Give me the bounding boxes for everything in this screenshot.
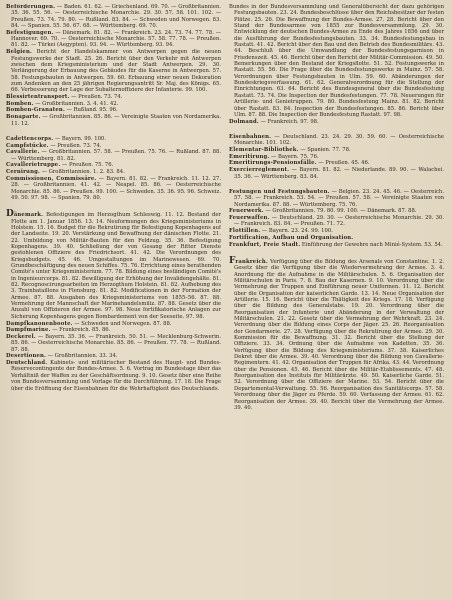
entry-text: — Großbritannien. 3. 4. 41. 42. [33, 100, 119, 107]
entry-text: — Deutschland. 23. 24. 29. 30. 59. 60. — Oesterreichische Monarchie. 101. 102. [234, 133, 444, 147]
entry-heading: Bomben. [6, 100, 34, 107]
entry-heading: Commissionen, Commissäre. [6, 175, 97, 182]
entry-text: Einführung der Gewehre nach Minié-System. 53. 54. [300, 241, 443, 248]
entry-heading: Feuerwerk. [229, 208, 264, 215]
left-column [6, 4, 221, 600]
entry-text: — Bayern. 99. 100. [53, 135, 106, 142]
entry-text: — Bayern. 75. 76. [269, 153, 319, 160]
index-entry [6, 169, 221, 175]
entry-heading: rankreich. [235, 258, 268, 265]
index-entry [6, 176, 221, 201]
entry-heading: Dolmand. [229, 118, 259, 125]
entry-heading: Emeritirungs-Pensionsfälle. [229, 160, 317, 167]
index-entry [6, 30, 221, 49]
entry-text: — Frankreich. 97. 98. [258, 118, 319, 125]
entry-text: — Dänemark. 81. 82. — Frankreich. 23. 24. 73. 74. 77. 78. — Hannover. 69. 70. — Oesterreichische Monarchie. 57. 58. 77. 78. — Preußen. 81. 82. — Türkei (Aegypten). 93. 94. — Württemberg. 93. 94. [11, 29, 221, 49]
entry-heading: Cernirung. [6, 169, 40, 176]
index-entry [6, 360, 221, 392]
entry-heading: Desertionen. [6, 353, 47, 360]
index-entry [6, 149, 221, 162]
entry-heading: Dampfmarine. [6, 327, 51, 334]
entry-text: — Großbritannien. 1. 2. 83. 84. [40, 169, 125, 176]
entry-text: — Baden. 61. 62. — Griechenland. 69. 70. — Großbritannien. 35. 36. 55. 56. — Oesterreichische Monarchie. 29. 30. 57. 58. 101. 102. — Preußen. 73. 74. 79. 80. — Rußland. 83. 84. — Schweden und Norwegen. 83. 84. — Spanien. 55. 56. 67. 68. — Württemberg. 69. 70. [11, 4, 221, 30]
index-entry [6, 327, 221, 333]
index-entry [229, 160, 444, 166]
index-entry [229, 4, 444, 118]
entry-heading: änemark. [13, 212, 44, 219]
entry-heading: Frankfurt, Freie Stadt. [229, 241, 301, 248]
entry-text: — Großbritannien. 79. 80. 99. 100. — Dänemark. 87. 88. [263, 208, 417, 215]
entry-text: — Rußland. 95. 96. [64, 107, 118, 114]
entry-text: — Deutschland. 29. 30. — Oesterreichische Monarchie. 29. 30. — Frankreich. 83. 84. — Preußen. 71. 72. [234, 215, 444, 228]
index-entry [6, 94, 221, 100]
entry-text: — Frankreich. 85. 86. [50, 327, 111, 334]
entry-heading: Belgien. [6, 49, 33, 56]
right-column [229, 4, 444, 600]
entry-text: — Großbritannien. 57. 58. — Preußen. 75. 76. — Rußland. 87. 88. — Württemberg. 81. 82. [11, 149, 221, 162]
entry-text: — Preußen. 73. 74. [69, 93, 123, 100]
entry-text: — Preußen. 45. 46. [316, 160, 370, 167]
initial-letter: D [6, 209, 14, 220]
index-entry [229, 208, 444, 214]
index-entry [6, 49, 221, 93]
index-entry [229, 235, 444, 241]
index-entry [229, 167, 444, 180]
entry-text: Bundes in der Bundesversammlung und Generalübersicht der dazu gehörigen Festungsbauten. 23. 24. Bundesbeschlüsse über den Reichsbesitzer der festen Plätze. 25. 26. Die Bewaffnung der Bundes-Armee. 27. 28. Bericht über den Stand der Bundesarmee von 1855 zur Bundesversammlung. 29. 30. Entwicklung der deutschen Bundes-Armee zu Ende des Jahres 1856 und über die Ausführung der Bundesfestungsbauten. 33. 34. Bundesfestungsbau in Rastatt. 41. 42. Bericht über den Bau und den Betrieb des Bundesmilitärs. 43. 44. Beschluß über die Umwandlung der Bundesfestungsgarnison in Friedenszeit. 45. 46. Bericht über den Bericht der Militär-Commission. 49. 50. Bemerkungen über den Bestand der Kriegsflotte. 51. 52. Festungswerke in Rastatt. 55. 56. Die Frage über die Bundesfestungswerke in Mainz. 57. 58. Verordnungen über Festungsbauten in Ulm. 59. 60. Abänderungen der Bundeskriegsverfassung. 61. 62. Generalverordnung für die Stellung der Einrichtungen. 63. 64. Bericht des Bundesgeneral über die Bundesfestung Rastatt. 73. 74. Die Inspection der Bundesfestungen. 77. 78. Neuerungen für Artillerie- und Genietruppen. 79. 80. Bundesfestung Mainz. 81. 82. Bericht über Rastatt. 83. 84. Inspection der Bundesfestungen. 85. 86. Bericht über Ulm. 87. 88. Die Inspection der Bundesfestung Rastatt. 97. 98. [229, 4, 444, 118]
entry-text: Verfügung über die Bildung des Arsenals von Constantine. 1. 2. Gesetz über die Verfügung über die Wiedervermehrung der Armee. 3. 4. Anordnung für die Aufnahme in die Militärschulen. 5. 6. Organisation der Militärschulen in Paris. 7. 8. Bau der Kasernen. 9. 10. Verordnung über die Vermehrung der Truppen und Einführung neuer Uniformen. 11. 12. Bericht über die Organisation der kaiserlichen Garde. 13. 14. Neue Organisation der Artillerie. 15. 16. Bericht über die Thätigkeit des Kriegs. 17. 18. Verfügung über die Bildung des Generalstabs. 19. 20. Verordnung über die Reorganisation der Infanterie und Abänderung in der Verwaltung der Militärschulen. 21. 22. Gesetz über die Vermehrung der Wehrkraft. 23. 24. Verordnung über die Bildung eines Corps der Jäger. 25. 26. Reorganisation der Gendarmerie. 27. 28. Verfügung über die Rekrutirung der Armee. 29. 30. Kommission für die Bewaffnung. 31. 32. Bericht über die Stellung der Offiziere. 33. 34. Ordnung über die Aufnahme von Kadetten. 35. 36. Verfügung über die Bildung des Kriegsministeriums. 37. 38. Kaiserliches Dekret über die Armee. 39. 40. Verordnung über die Bildung von Cavallerie-Regimentern. 41. 42. Organisation der Truppen für Afrika. 43. 44. Verordnung über die Pensionen. 45. 46. Bericht über die Militär-Etablissements. 47. 48. Reorganisation des Instituts für Militärärzte. 49. 50. Kaiserliche Garde. 51. 52. Verordnung über die Offiziere der Marine. 53. 54. Bericht über die Departemental-Verwaltung. 55. 56. Reorganisation des Sanitätscorps. 57. 58. Verordnung über die Jäger zu Pferde. 59. 60. Verfassung der Armee. 61. 62. Reorganisation der Armee. 39. 40. Bericht über die Vermehrung der Armee. 39. 40. [234, 258, 444, 411]
index-entry [6, 101, 221, 107]
index-entry [6, 162, 221, 168]
index-entry [6, 136, 221, 142]
entry-heading: Bonaparte. [6, 114, 41, 121]
index-columns [6, 4, 446, 600]
index-entry [6, 143, 221, 149]
entry-heading: Befestigungen. [6, 29, 54, 36]
entry-heading: Cavallerietruppe. [6, 162, 61, 169]
index-entry [6, 114, 221, 127]
entry-text: Befestigungen im Herzogthum Schleswig. 11. 12. Bestand der Flotte am 1. Januar 1856. 13. 14. Neuformungen des Kriegsministeriums in Holstein. 15. 16. Budget für die Rekrutirung für Befestigung Kopenhagens auf der Landseite. 19. 20. Verstärkung und Bewaffnung der dänischen Flotte. 21. 22. Umbildung von Militär-Bauten für den Feldzug. 35. 36. Befestigung Kopenhagens. 39. 40. Schließung der von Gesang der Ritter Dienste gestohlenen Offiziere des Friedrichsort. 41. 42. Die Verordnungen des Kriegsbudgets. 45. 46. Umgestaltungen im Marinewesen. 69. 70. Grundbeschäftigung des neuen Schiffes. 75. 76. Errichtung eines berathenden Comité's unter Kriegsministerium. 77. 78. Bildung eines beständigen Comité's in Ingenieurcorps. 81. 82. Bewilligung der Erhöhung der Invalidengehälte. 81. 82. Recognoscirungsarbeiten im Herzogthum Holstein. 81. 82. Aufhebung des 3. Trainbataillons in Flensburg. 81. 82. Modificationen in der Formation der Armee. 87. 88. Ausgaben des Kriegsministeriums von 1855–56. 87. 88. Vermehrung der Mannschaft der Marinehandelsmiliz. 87. 88. Gesetz über die Anzahl von Offizieren der Armee. 97. 98. Neue fortifikatorische Anlagen zur Sicherung Kopenhagens gegen Bombardement von der Seeseite. 97. 98. [11, 212, 221, 320]
entry-text: — Großbritannien. 85. 86. — Vereinigte Staaten von Nordamerika. 11. 12. [11, 114, 221, 127]
index-entry [229, 147, 444, 153]
entry-text: — Großbritannien. 33. 34. [46, 353, 118, 360]
entry-heading: Exercierreglement. [229, 167, 290, 174]
entry-heading: Dampfkanonenboote. [6, 320, 73, 327]
entry-text: Bericht der Handelskammer von Antwerpen gegen die neuen Festungswerke der Stadt. 25. 26. Bericht über den Verkehr mit Antwerpen zwischen dem Kriegsministerium und der Stadt Antwerpen. 29. 30. Verlängerung der Erbauung des Gebäudes für die Kaserne in Antwerpen. 57. 58. Festungsbauten in Antwerpen. 59. 60. Erbauung einer neuen Dekoration zum Andenken an den 25 jährigen Regierungsantritt Sr. Maj. des Königs. 65. 66. Verbesserung der Lage der Subalternoffiziere der Infanterie. 99. 100. [11, 49, 221, 94]
index-entry [229, 134, 444, 147]
entry-text: — Bayern. 81. 82. — Niederlande. 89. 90. — Walachei. 35. 36. — Württemberg. 83. 84. [234, 167, 444, 180]
entry-heading: Deckerel. [6, 333, 36, 340]
entry-text: — Preußen. 73. 74. [48, 142, 102, 149]
index-entry [229, 242, 444, 248]
entry-text: — Spanien. 77. 78. [298, 147, 351, 153]
entry-heading: Emeritirung. [229, 153, 270, 160]
entry-heading: Cadettencorps. [6, 135, 54, 142]
entry-heading: Blessirtentransport. [6, 93, 70, 100]
index-entry [229, 215, 444, 228]
entry-text: — Bayern. 81. 82. — Frankreich. 11. 12. 27. 28. — Großbritannien. 41. 42. — Neapel. 85. 86. — Oesterreichische Monarchie. 85. 86. — Preußen. 99. 100. — Schweden. 35. 36. 95. 96. Schweiz. 49. 50. 97. 98. — Spanien. 79. 80. [11, 175, 221, 201]
entry-heading: Fortification, Aufbau und Organisation. [229, 234, 354, 241]
index-entry [229, 228, 444, 234]
entry-text: — Bayern. 35. 36. — Frankreich. 50. 51. — Mecklenburg-Schwerin. 85. 86. — Oesterreichische Monarchie. 85. 86. — Preußen. 77. 78. — Rußland. 87. 88. [11, 333, 221, 353]
index-entry [6, 321, 221, 327]
entry-heading: Beförderungen. [6, 4, 56, 10]
index-entry [6, 353, 221, 359]
index-entry [229, 189, 444, 208]
entry-heading: Flottillen. [229, 228, 261, 235]
entry-heading: Deutschland. [6, 360, 48, 367]
entry-text: — Belgien. 23. 24. 45. 46. — Oesterreich. 57. 58. — Frankreich. 53. 54. — Preußen. 57. 58. — Vereinigte Staaten von Nordamerika. 87. 88. — Württemberg. 75. 76. [234, 188, 444, 208]
index-entry [6, 107, 221, 113]
index-entry [6, 210, 221, 320]
entry-heading: Bomben-Granaten. [6, 107, 65, 114]
entry-text: Kabinets- und militärischer Bestand des Haupt- und Bundes-Reservecontingente der Bundes-Armee. 5. 6. Vortrag im Bundestage über das Verhältniß der Waffen zu der Geschäftsordnung. 9. 10. Gesetz über eine Reihe von Bundesversammlung und Vorlage für die Durchführung. 17. 18. Die Frage über die Eröffnung der Eisenbahnen für die Wehrhaftigkeit des Deutschlands. [11, 360, 221, 392]
entry-heading: Eisenbahnen. [229, 133, 272, 140]
initial-letter: F [229, 255, 236, 266]
index-entry [6, 334, 221, 353]
entry-heading: Cavallerie. [6, 149, 40, 156]
index-entry [229, 257, 444, 411]
entry-text: — Bayern. 23. 24. 99. 100. [260, 228, 333, 235]
entry-heading: Campfstücke. [6, 142, 49, 149]
entry-heading: Festungen und Festungsbauten. [229, 188, 330, 195]
entry-text: — Schweden und Norwegen. 87. 88. [72, 320, 172, 327]
index-entry [6, 4, 221, 29]
entry-heading: Elementar-Bibliothek. [229, 147, 299, 153]
entry-text: — Preußen. 75. 76. [60, 162, 114, 169]
index-entry [229, 119, 444, 125]
entry-heading: Feuerwaffen. [229, 215, 270, 222]
